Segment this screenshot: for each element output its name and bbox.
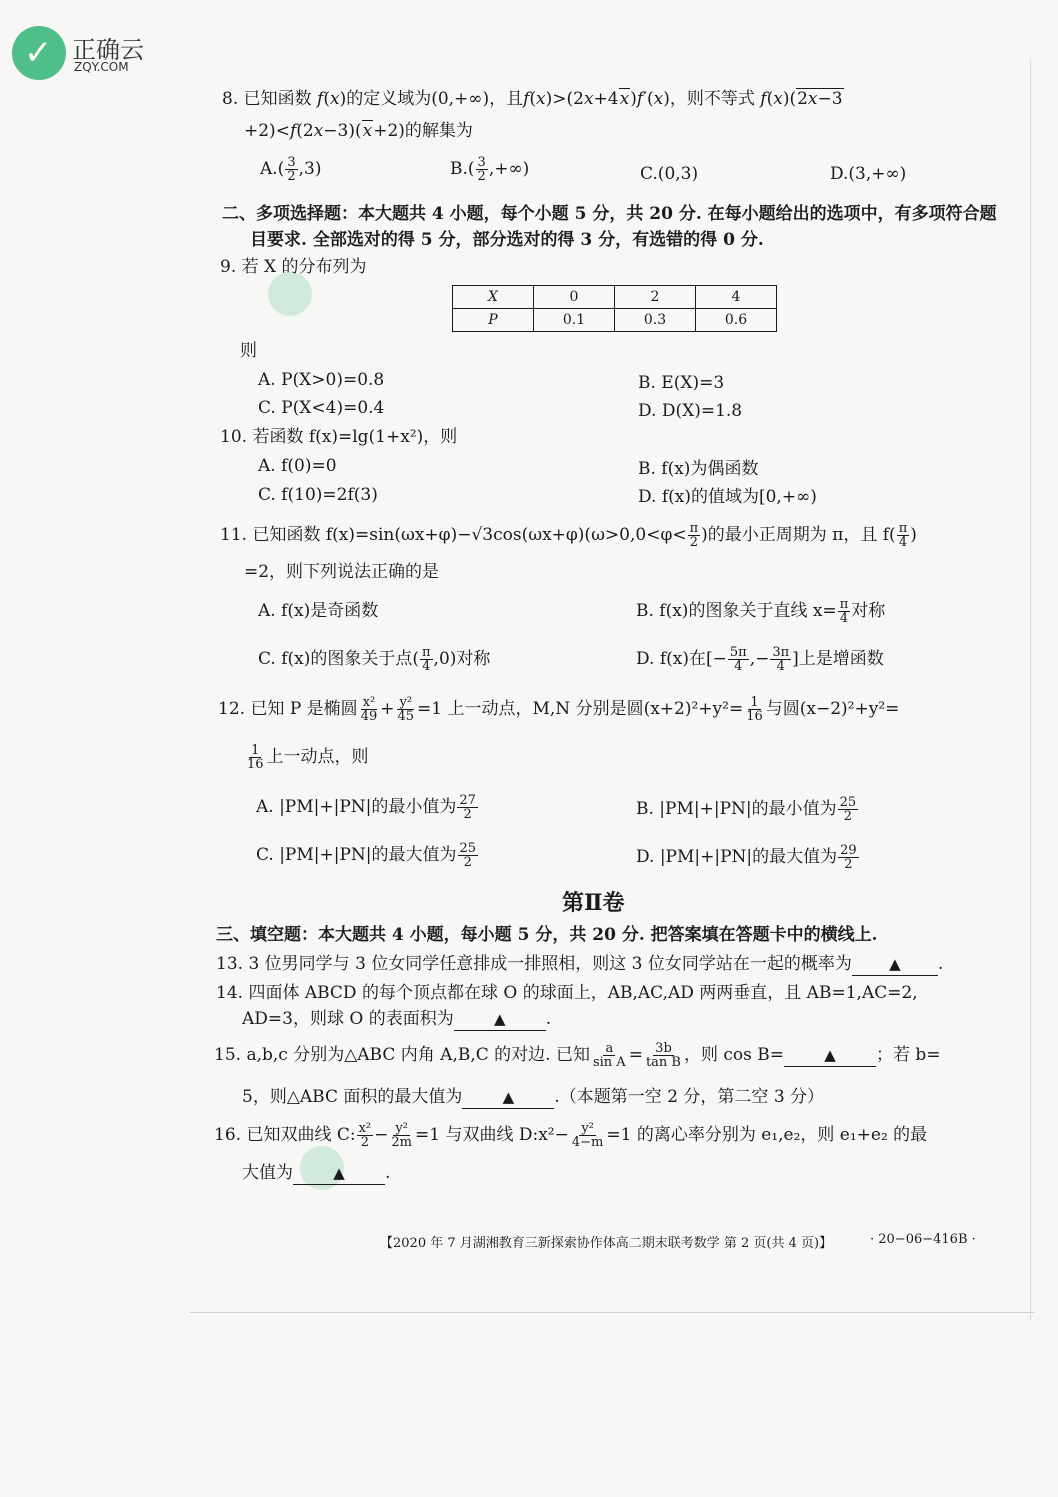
q10-option-a: A. f(0)=0: [258, 456, 337, 476]
page-bottom-rule: [190, 1312, 1035, 1313]
footer-left: 【2020 年 7 月湖湘教育三新探索协作体高二期末联考数学 第 2 页(共 4 页)】: [380, 1236, 833, 1251]
answer-blank[interactable]: ▲: [462, 1086, 554, 1109]
section2-header-line1: 二、多项选择题：本大题共 4 小题，每个小题 5 分，共 20 分. 在每小题给出的选项中，有多项符合题: [222, 204, 997, 224]
answer-blank[interactable]: ▲: [454, 1008, 546, 1031]
logo-name-cn: 正确云: [72, 36, 144, 64]
logo-name-en: ZQY.COM: [74, 60, 129, 74]
q10-option-d: D. f(x)的值域为[0,+∞): [638, 487, 817, 507]
table-cell: 0.6: [696, 309, 777, 332]
q16-line2: 大值为 ▲ .: [242, 1163, 391, 1183]
q10-option-b: B. f(x)为偶函数: [638, 459, 759, 479]
q9-option-a: A. P(X>0)=0.8: [258, 370, 385, 390]
q10-stem: 10. 若函数 f(x)=lg(1+x²)，则: [220, 427, 458, 447]
q15-line1: 15. a,b,c 分别为△ABC 内角 A,B,C 的对边. 已知 $\frac{a}{\text{sin A}}$ = $\frac{3b}{\text{tan B}}$ ，则 cos B= ▲ ；若 b=: [214, 1041, 941, 1070]
answer-blank[interactable]: ▲: [293, 1162, 385, 1185]
q8-line1: 8. 已知函数 f(x)的定义域为(0,+∞)，且f(x)>(2x+4x)f′(x)，则不等式 f(x)(2x−3: [222, 89, 843, 109]
q15-line2: 5，则△ABC 面积的最大值为 ▲ .（本题第一空 2 分，第二空 3 分）: [242, 1087, 825, 1107]
table-cell: 4: [696, 286, 777, 309]
q11-option-b: B. f(x)的图象关于直线 x= $\frac{\pi}{4}$ 对称: [636, 597, 886, 626]
q12-option-a: A. |PM|+|PN|的最小值为 $\frac{27}{2}$: [256, 793, 476, 822]
q12-option-b: B. |PM|+|PN|的最小值为 $\frac{25}{2}$: [636, 795, 857, 824]
q11-line2: =2，则下列说法正确的是: [244, 562, 440, 582]
table-cell: 0.1: [534, 309, 615, 332]
q14-line1: 14. 四面体 ABCD 的每个顶点都在球 O 的球面上，AB,AC,AD 两两垂直，且 AB=1,AC=2,: [216, 983, 918, 1003]
distribution-table: [452, 285, 777, 332]
q11-option-a: A. f(x)是奇函数: [258, 601, 379, 621]
q14-line2: AD=3，则球 O 的表面积为 ▲ .: [242, 1009, 552, 1029]
q8-option-a: A.( $\frac{3}{2}$ ,3): [260, 155, 322, 184]
footer-right: · 20−06−416B ·: [870, 1232, 976, 1247]
q9-then: 则: [240, 341, 257, 361]
q12-line1: 12. 已知 P 是椭圆 $\frac{\text{x²}}{49}$ + $\frac{\text{y²}}{45}$ =1 上一动点，M,N 分别是圆(x+2)²+y²= $\frac{1}{16}$ 与圆(x−2)²+y²=: [218, 695, 900, 724]
page-right-rule: [1030, 60, 1031, 1320]
q12-line2: $\frac{1}{16}$ 上一动点，则: [247, 743, 369, 772]
section3-header: 三、填空题：本大题共 4 小题，每小题 5 分，共 20 分. 把答案填在答题卡中的横线上.: [216, 925, 878, 945]
q9-option-c: C. P(X<4)=0.4: [258, 398, 385, 418]
q13-text: 13. 3 位男同学与 3 位女同学任意排成一排照相，则这 3 位女同学站在一起的概率为 ▲ .: [216, 954, 944, 974]
answer-blank[interactable]: ▲: [784, 1044, 876, 1067]
table-row: [453, 309, 777, 332]
part2-title: 第Ⅱ卷: [562, 890, 625, 916]
q16-line1: 16. 已知双曲线 C: $\frac{\text{x²}}{2}$ − $\frac{\text{y²}}{2m}$ =1 与双曲线 D:x²− $\frac{\text{y²}}{4-m}$ =1 的离心率分别为 e₁,e₂，则 e₁+e₂ 的最: [214, 1121, 928, 1150]
answer-blank[interactable]: ▲: [852, 953, 938, 976]
q8-option-c: C.(0,3): [640, 164, 699, 184]
q9-option-b: B. E(X)=3: [638, 373, 725, 393]
table-cell: 2: [615, 286, 696, 309]
q11-line1: 11. 已知函数 f(x)=sin(ωx+φ)−√3cos(ωx+φ)(ω>0,0<φ< $\frac{\pi}{2}$ )的最小正周期为 π，且 f( $\frac{\pi}{4}$ ): [220, 521, 917, 550]
table-cell: 0: [534, 286, 615, 309]
q11-option-c: C. f(x)的图象关于点( $\frac{\pi}{4}$ ,0)对称: [258, 645, 491, 674]
section2-header-line2: 目要求. 全部选对的得 5 分，部分选对的得 3 分，有选错的得 0 分.: [250, 230, 764, 250]
q9-stem: 9. 若 X 的分布列为: [220, 257, 367, 277]
table-cell: X: [453, 286, 534, 309]
table-row: [453, 286, 777, 309]
q10-option-c: C. f(10)=2f(3): [258, 485, 378, 505]
q12-option-c: C. |PM|+|PN|的最大值为 $\frac{25}{2}$: [256, 841, 477, 870]
table-cell: 0.3: [615, 309, 696, 332]
q8-option-b: B.( $\frac{3}{2}$ ,+∞): [450, 155, 530, 184]
q8-option-d: D.(3,+∞): [830, 164, 907, 184]
q12-option-d: D. |PM|+|PN|的最大值为 $\frac{29}{2}$: [636, 843, 857, 872]
table-cell: P: [453, 309, 534, 332]
q11-option-d: D. f(x)在[− $\frac{5\pi}{4}$ ,− $\frac{3\pi}{4}$ ]上是增函数: [636, 645, 884, 674]
q8-line2: +2)<f(2x−3)(x+2)的解集为: [244, 121, 473, 141]
q9-option-d: D. D(X)=1.8: [638, 401, 743, 421]
check-icon: ✓: [24, 33, 53, 73]
